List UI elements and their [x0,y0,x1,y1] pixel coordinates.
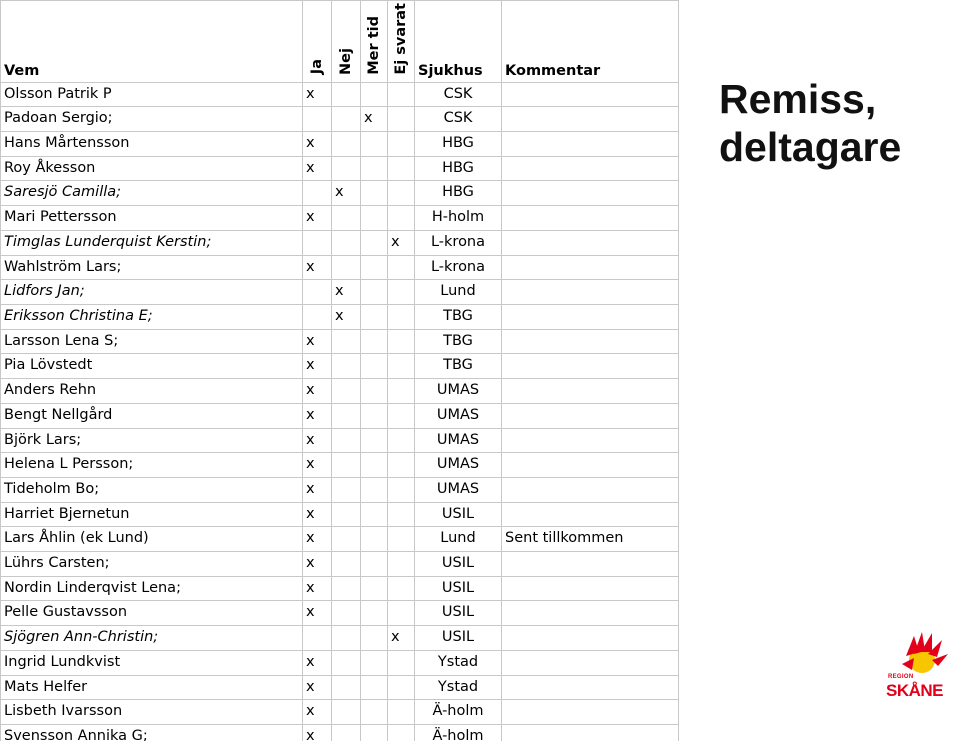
cell-mer-tid [361,502,388,527]
logo-name-text: SKÅNE [886,681,944,700]
cell-kommentar [502,280,679,305]
cell-kommentar [502,206,679,231]
table-row [1,527,679,552]
cell-nej [332,601,361,626]
table-row [1,82,679,107]
cell-mer-tid [361,601,388,626]
header-kommentar: Kommentar [502,1,679,83]
cell-ja [303,230,332,255]
cell-nej: x [332,280,361,305]
cell-nej [332,206,361,231]
cell-vem: Anders Rehn [1,379,303,404]
cell-sjukhus: Lund [415,280,502,305]
cell-ej-svarat [388,181,415,206]
cell-sjukhus: H-holm [415,206,502,231]
cell-ja: x [303,379,332,404]
cell-kommentar [502,428,679,453]
cell-sjukhus: L-krona [415,230,502,255]
cell-sjukhus: Ystad [415,675,502,700]
cell-nej [332,329,361,354]
cell-ja: x [303,354,332,379]
cell-kommentar [502,230,679,255]
cell-mer-tid [361,453,388,478]
cell-vem: Svensson Annika G; [1,724,303,741]
table-row [1,181,679,206]
cell-nej [332,552,361,577]
cell-mer-tid [361,576,388,601]
griffin-emblem-icon [884,630,956,676]
cell-ja: x [303,502,332,527]
cell-vem: Wahlström Lars; [1,255,303,280]
cell-kommentar [502,107,679,132]
cell-sjukhus: UMAS [415,379,502,404]
table-row [1,626,679,651]
cell-ej-svarat [388,576,415,601]
cell-ja: x [303,428,332,453]
table-row [1,601,679,626]
cell-ja: x [303,206,332,231]
cell-ej-svarat [388,82,415,107]
cell-ej-svarat [388,601,415,626]
cell-ej-svarat [388,280,415,305]
cell-nej [332,428,361,453]
cell-vem: Nordin Linderqvist Lena; [1,576,303,601]
cell-sjukhus: HBG [415,132,502,157]
cell-sjukhus: USIL [415,576,502,601]
slide-title [719,75,901,171]
cell-nej [332,82,361,107]
cell-vem: Harriet Bjernetun [1,502,303,527]
cell-ja: x [303,255,332,280]
cell-sjukhus: USIL [415,601,502,626]
header-vem: Vem [1,1,303,83]
header-sjukhus: Sjukhus [415,1,502,83]
cell-vem: Sjögren Ann-Christin; [1,626,303,651]
cell-ja: x [303,601,332,626]
cell-kommentar: Sent tillkommen [502,527,679,552]
cell-mer-tid [361,428,388,453]
cell-sjukhus: Ystad [415,650,502,675]
cell-kommentar [502,724,679,741]
cell-ej-svarat [388,552,415,577]
cell-nej [332,132,361,157]
cell-nej [332,724,361,741]
table-row [1,379,679,404]
cell-sjukhus: CSK [415,82,502,107]
cell-mer-tid [361,354,388,379]
cell-kommentar [502,453,679,478]
region-skane-logo [884,630,956,700]
cell-mer-tid [361,403,388,428]
cell-mer-tid [361,132,388,157]
cell-nej [332,675,361,700]
cell-kommentar [502,305,679,330]
cell-ej-svarat [388,527,415,552]
header-nej: Nej [332,1,361,83]
cell-nej [332,527,361,552]
cell-mer-tid [361,329,388,354]
cell-ja: x [303,552,332,577]
cell-nej: x [332,305,361,330]
cell-vem: Pia Lövstedt [1,354,303,379]
cell-ej-svarat [388,502,415,527]
cell-mer-tid [361,626,388,651]
cell-kommentar [502,379,679,404]
cell-sjukhus: HBG [415,181,502,206]
cell-mer-tid [361,280,388,305]
cell-ej-svarat [388,107,415,132]
cell-mer-tid [361,156,388,181]
cell-mer-tid [361,230,388,255]
cell-sjukhus: L-krona [415,255,502,280]
cell-ja [303,181,332,206]
cell-vem: Lars Åhlin (ek Lund) [1,527,303,552]
cell-kommentar [502,502,679,527]
table-row [1,576,679,601]
cell-kommentar [502,132,679,157]
table-row [1,552,679,577]
cell-mer-tid [361,700,388,725]
cell-vem: Mats Helfer [1,675,303,700]
cell-mer-tid: x [361,107,388,132]
cell-kommentar [502,255,679,280]
cell-kommentar [502,156,679,181]
cell-sjukhus: HBG [415,156,502,181]
cell-ej-svarat [388,428,415,453]
cell-ej-svarat [388,305,415,330]
cell-nej [332,626,361,651]
cell-ja: x [303,700,332,725]
cell-ej-svarat [388,329,415,354]
table-row [1,206,679,231]
cell-sjukhus: TBG [415,305,502,330]
cell-ja: x [303,650,332,675]
cell-nej [332,379,361,404]
cell-vem: Lührs Carsten; [1,552,303,577]
cell-mer-tid [361,206,388,231]
cell-ja [303,305,332,330]
cell-nej [332,107,361,132]
cell-sjukhus: USIL [415,502,502,527]
cell-vem: Ingrid Lundkvist [1,650,303,675]
cell-ja: x [303,329,332,354]
table-row [1,132,679,157]
cell-sjukhus: UMAS [415,428,502,453]
cell-ej-svarat [388,379,415,404]
cell-nej [332,502,361,527]
cell-nej [332,453,361,478]
cell-kommentar [502,403,679,428]
cell-kommentar [502,354,679,379]
cell-ej-svarat [388,477,415,502]
table-body [1,82,679,741]
cell-vem: Bengt Nellgård [1,403,303,428]
cell-vem: Timglas Lunderquist Kerstin; [1,230,303,255]
cell-vem: Björk Lars; [1,428,303,453]
table-row [1,428,679,453]
cell-vem: Hans Mårtensson [1,132,303,157]
header-ej-svarat: Ej svarat [388,1,415,83]
cell-ja: x [303,132,332,157]
cell-ej-svarat [388,132,415,157]
cell-ej-svarat [388,403,415,428]
header-ja: Ja [303,1,332,83]
cell-sjukhus: CSK [415,107,502,132]
cell-mer-tid [361,379,388,404]
cell-vem: Olsson Patrik P [1,82,303,107]
cell-mer-tid [361,724,388,741]
cell-mer-tid [361,305,388,330]
cell-kommentar [502,700,679,725]
cell-ej-svarat: x [388,626,415,651]
table-row [1,700,679,725]
cell-vem: Saresjö Camilla; [1,181,303,206]
cell-vem: Lidfors Jan; [1,280,303,305]
cell-kommentar [502,477,679,502]
cell-kommentar [502,601,679,626]
cell-ja: x [303,156,332,181]
cell-vem: Lisbeth Ivarsson [1,700,303,725]
table-row [1,156,679,181]
cell-kommentar [502,181,679,206]
cell-nej [332,230,361,255]
cell-mer-tid [361,527,388,552]
cell-ja: x [303,82,332,107]
cell-nej [332,403,361,428]
cell-ej-svarat [388,255,415,280]
cell-kommentar [502,675,679,700]
table-row [1,354,679,379]
cell-ej-svarat [388,206,415,231]
cell-ej-svarat [388,453,415,478]
cell-kommentar [502,626,679,651]
table-row [1,403,679,428]
cell-mer-tid [361,650,388,675]
cell-nej: x [332,181,361,206]
cell-ej-svarat: x [388,230,415,255]
cell-mer-tid [361,82,388,107]
cell-ja [303,626,332,651]
cell-vem: Tideholm Bo; [1,477,303,502]
cell-kommentar [502,552,679,577]
cell-kommentar [502,650,679,675]
cell-sjukhus: TBG [415,329,502,354]
cell-vem: Helena L Persson; [1,453,303,478]
cell-ej-svarat [388,675,415,700]
cell-sjukhus: Lund [415,527,502,552]
cell-vem: Larsson Lena S; [1,329,303,354]
cell-vem: Eriksson Christina E; [1,305,303,330]
cell-kommentar [502,329,679,354]
cell-ja: x [303,453,332,478]
cell-vem: Pelle Gustavsson [1,601,303,626]
cell-ja: x [303,576,332,601]
cell-mer-tid [361,477,388,502]
cell-mer-tid [361,255,388,280]
table-row [1,477,679,502]
cell-ej-svarat [388,724,415,741]
cell-sjukhus: UMAS [415,477,502,502]
slide-title-line2: deltagare [719,124,902,170]
cell-mer-tid [361,181,388,206]
cell-sjukhus: UMAS [415,403,502,428]
cell-ej-svarat [388,700,415,725]
cell-nej [332,255,361,280]
cell-nej [332,156,361,181]
cell-kommentar [502,82,679,107]
table-row [1,502,679,527]
cell-mer-tid [361,552,388,577]
table-row [1,329,679,354]
cell-sjukhus: USIL [415,626,502,651]
cell-sjukhus: USIL [415,552,502,577]
cell-ej-svarat [388,354,415,379]
cell-nej [332,354,361,379]
cell-mer-tid [361,675,388,700]
cell-nej [332,650,361,675]
table-row [1,255,679,280]
cell-nej [332,700,361,725]
table-row [1,453,679,478]
cell-nej [332,477,361,502]
cell-ja: x [303,477,332,502]
cell-ja: x [303,675,332,700]
cell-ja: x [303,403,332,428]
table-row [1,230,679,255]
cell-sjukhus: Ä-holm [415,724,502,741]
cell-vem: Padoan Sergio; [1,107,303,132]
cell-vem: Mari Pettersson [1,206,303,231]
cell-ja [303,280,332,305]
cell-ja: x [303,527,332,552]
cell-ja [303,107,332,132]
cell-sjukhus: TBG [415,354,502,379]
cell-ej-svarat [388,156,415,181]
logo-region-text: REGION [888,674,914,680]
table-header-row [1,1,679,83]
table-row [1,650,679,675]
cell-sjukhus: UMAS [415,453,502,478]
table-row [1,107,679,132]
table-row [1,675,679,700]
cell-ej-svarat [388,650,415,675]
cell-kommentar [502,576,679,601]
header-mer-tid: Mer tid [361,1,388,83]
table-row [1,305,679,330]
cell-nej [332,576,361,601]
table-row [1,724,679,741]
table-row [1,280,679,305]
cell-ja: x [303,724,332,741]
cell-vem: Roy Åkesson [1,156,303,181]
cell-sjukhus: Ä-holm [415,700,502,725]
slide-title-line1: Remiss, [719,76,877,122]
